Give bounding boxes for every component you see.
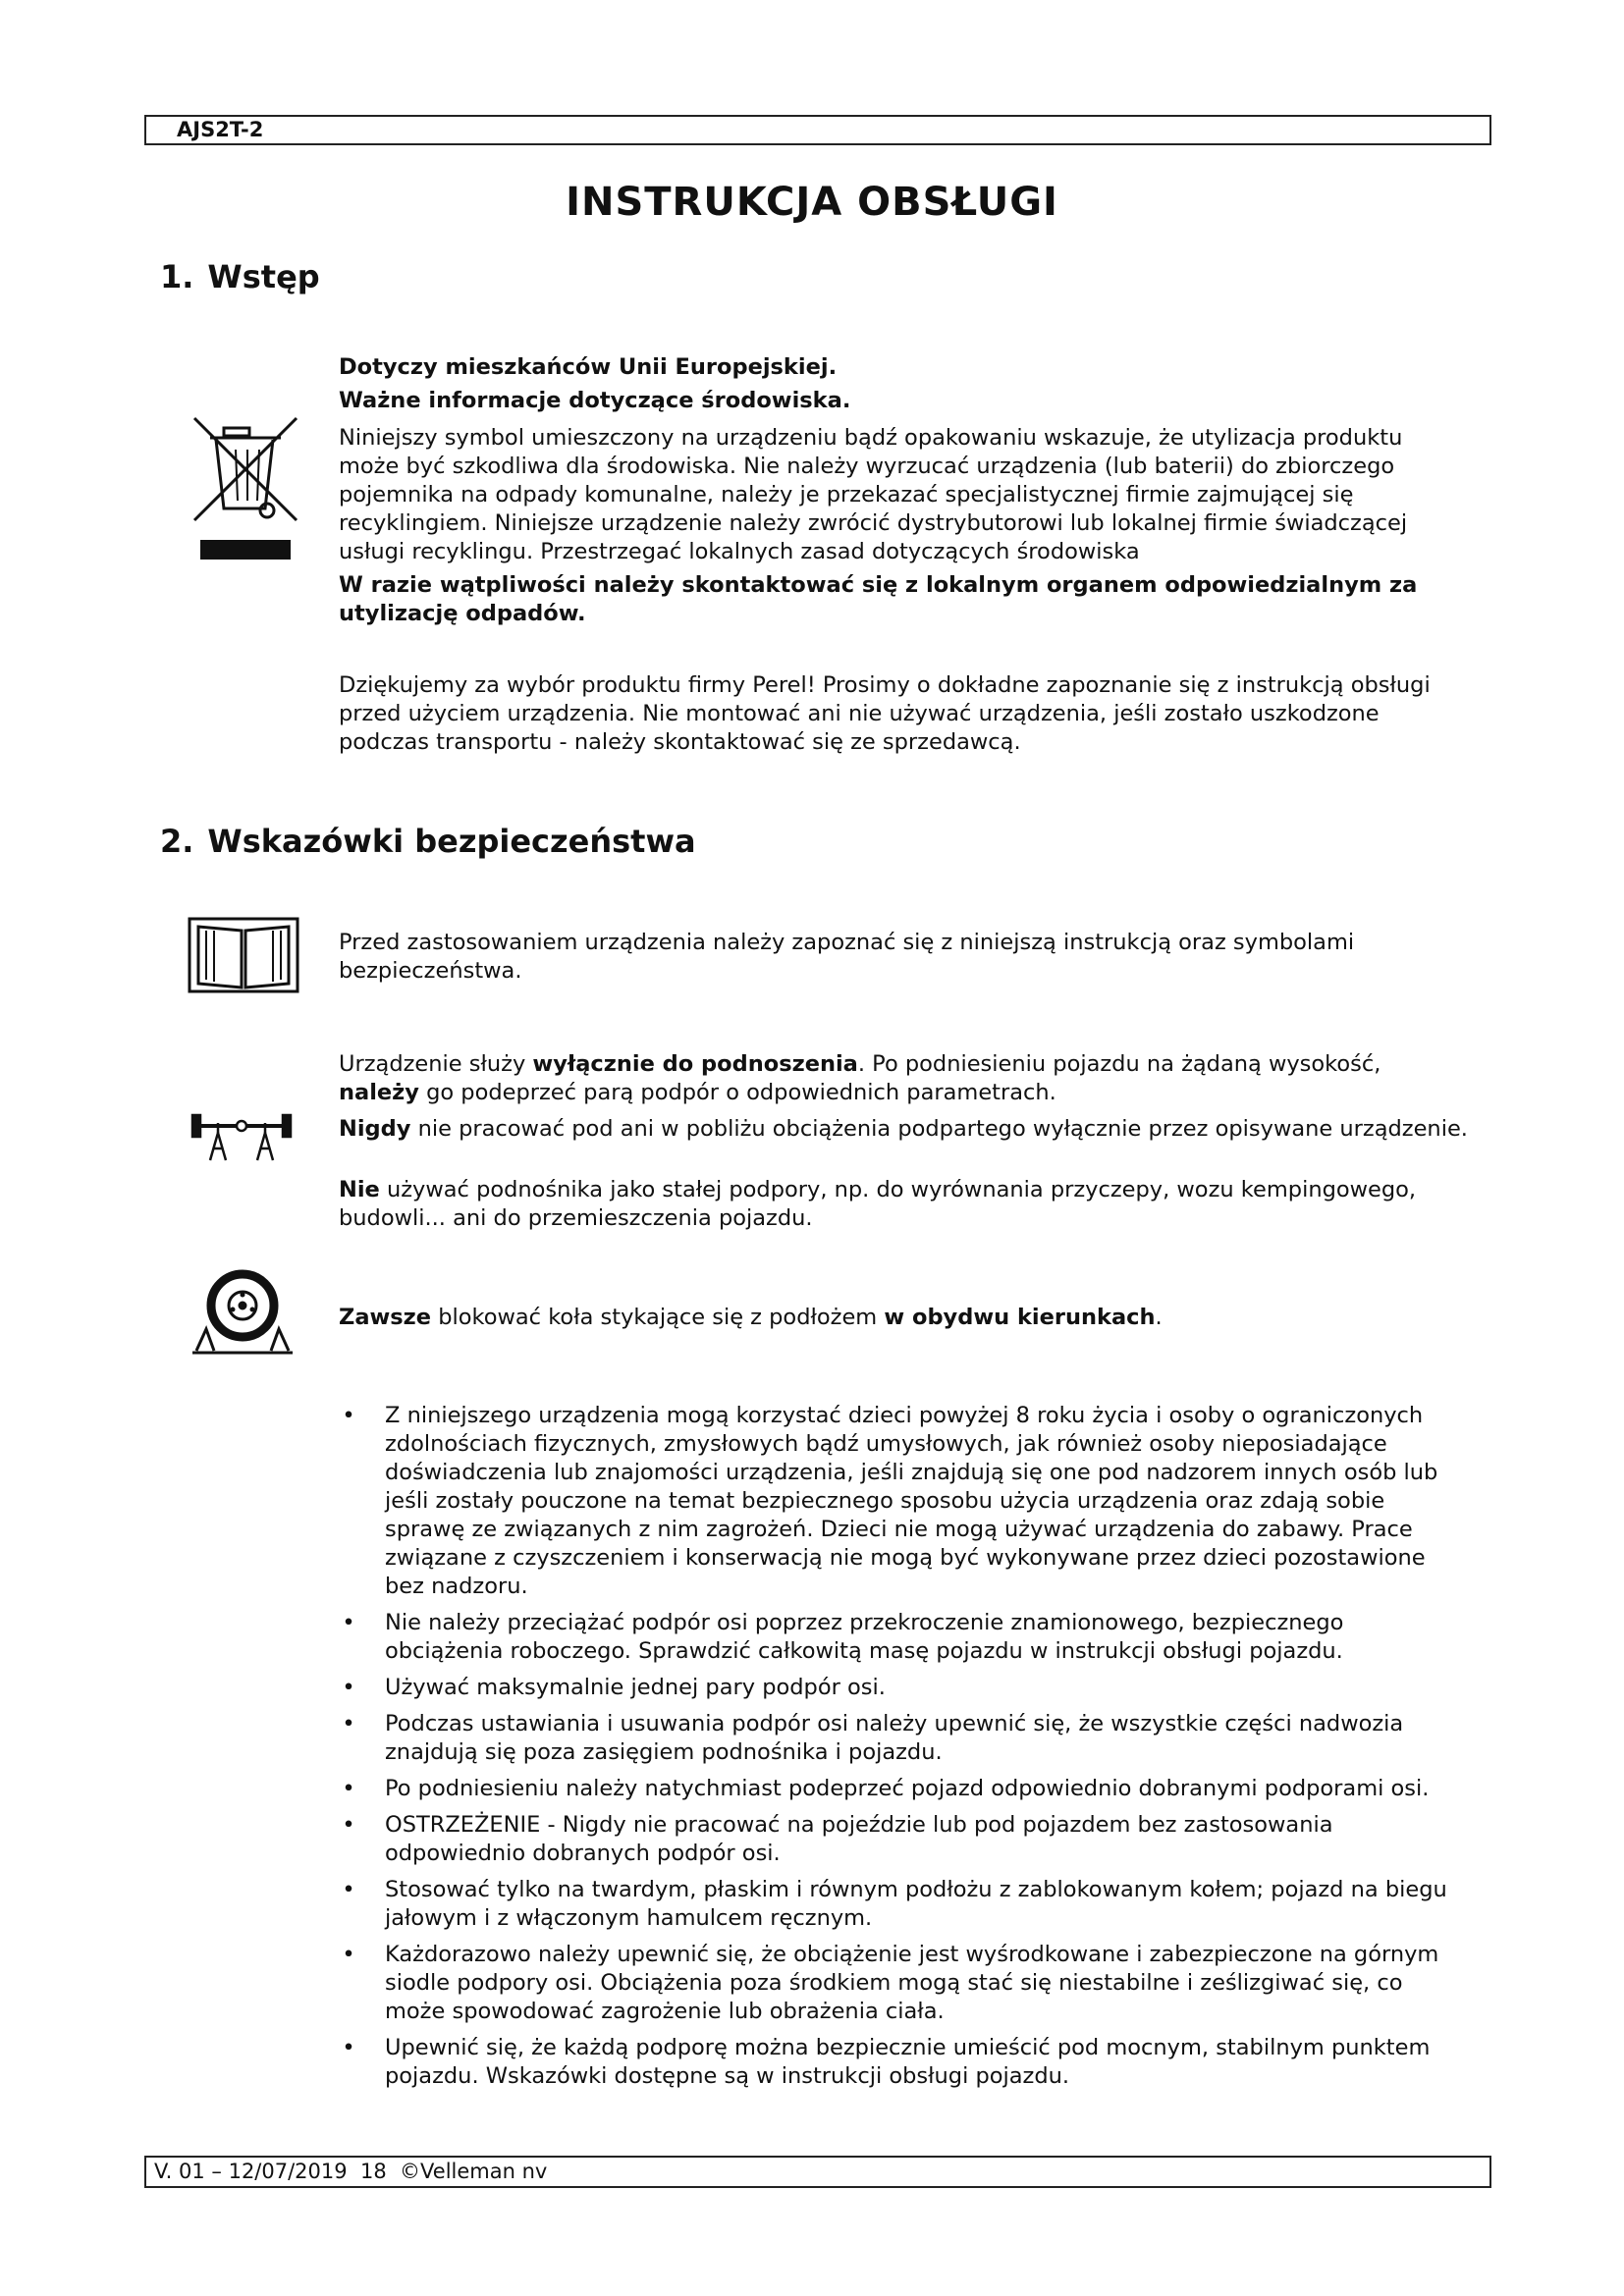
section-2-number: 2. xyxy=(160,823,194,860)
model-code: AJS2T-2 xyxy=(177,118,264,141)
section-1-number: 1. xyxy=(160,258,194,295)
read-manual-icon xyxy=(187,913,300,995)
eu-residents-heading: Dotyczy mieszkańców Unii Europejskiej. xyxy=(339,354,838,380)
list-item: • Nie należy przeciążać podpór osi poprzez przekroczenie znamionowego, bezpiecznego obciążenia roboczego. Sprawdzić całkowitą masę pojazdu w instrukcji obsługi pojazdu. xyxy=(339,1609,1468,1666)
footer-text: V. 01 – 12/07/2019 18 ©Velleman nv xyxy=(154,2160,548,2183)
list-item: • Upewnić się, że każdą podporę można bezpiecznie umieścić pod mocnym, stabilnym punktem pojazdu. Wskazówki dostępne są w instrukcji obsługi pojazdu. xyxy=(339,2034,1468,2091)
document-header xyxy=(144,115,1491,145)
bullet: • xyxy=(342,2035,355,2060)
lift-not-support-text: Nie używać podnośnika jako stałej podpory, np. do wyrównania przyczepy, wozu kempingowego, budowli... ani do przemieszczenia pojazdu. xyxy=(339,1177,1417,1231)
bullet: • xyxy=(342,1812,355,1838)
wheel-chock-text: Zawsze blokować koła stykające się z podłożem w obydwu kierunkach. xyxy=(339,1305,1163,1330)
axle-stands-icon xyxy=(189,1109,295,1164)
bullet: • xyxy=(342,1403,355,1428)
list-item: • Stosować tylko na twardym, płaskim i równym podłożu z zablokowanym kołem; pojazd na biegu jałowym i z włączonym hamulcem ręcznym. xyxy=(339,1876,1468,1933)
eu-contact-text: W razie wątpliwości należy skontaktować się z lokalnym organem odpowiedzialnym za utylizację odpadów. xyxy=(339,572,1418,626)
bullet: • xyxy=(342,1711,355,1736)
list-item: • Każdorazowo należy upewnić się, że obciążenie jest wyśrodkowane i zabezpieczone na górnym siodle podpory osi. Obciążenia poza środkiem mogą stać się niestabilne i ześlizgiwać się, co może spowodować zagrożenie lub obrażenia ciała. xyxy=(339,1941,1468,2026)
weee-bin-icon xyxy=(187,410,304,562)
eu-environment-heading: Ważne informacje dotyczące środowiska. xyxy=(339,388,851,413)
section-1-title: Wstęp xyxy=(207,258,320,295)
list-item: • Używać maksymalnie jednej pary podpór osi. xyxy=(339,1674,1468,1702)
page-title: INSTRUKCJA OBSŁUGI xyxy=(566,180,1058,225)
section-1-heading xyxy=(160,258,320,295)
document-footer xyxy=(144,2156,1491,2188)
bullet: • xyxy=(342,1776,355,1801)
lift-never-text: Nigdy nie pracować pod ani w pobliżu obciążenia podpartego wyłącznie przez opisywane urządzenie. xyxy=(339,1116,1468,1142)
bullet: • xyxy=(342,1877,355,1902)
list-item: • Podczas ustawiania i usuwania podpór osi należy upewnić się, że wszystkie części nadwozia znajdują się poza zasięgiem podnośnika i pojazdu. xyxy=(339,1710,1468,1767)
list-item: • Z niniejszego urządzenia mogą korzystać dzieci powyżej 8 roku życia i osoby o ograniczonych zdolnościach fizycznych, zmysłowych bądź umysłowych, jak również osoby nieposiadające doświadczenia lub znajomości urządzenia, jeśli znajdują się one pod nadzorem innych osób lub jeśli zostały pouczone na temat bezpiecznego sposobu użycia urządzenia oraz zdają sobie sprawę ze związanych z nim zagrożeń. Dzieci nie mogą używać urządzenia do zabawy. Prace związane z czyszczeniem i konserwacją nie mogą być wykonywane przez dzieci pozostawione bez nadzoru. xyxy=(339,1402,1468,1601)
eu-disposal-text: Niniejszy symbol umieszczony na urządzeniu bądź opakowaniu wskazuje, że utylizacja produktu może być szkodliwa dla środowiska. Nie należy wyrzucać urządzenia (lub baterii) do zbiorczego pojemnika na odpady komunalne, należy je przekazać specjalistycznej firmie zajmującej się recyklingiem. Niniejsze urządzenie należy zwrócić dystrybutorowi lub lokalnej firmie świadczącej usługi recyklingu. Przestrzegać lokalnych zasad dotyczących środowiska xyxy=(339,425,1408,564)
bullet: • xyxy=(342,1675,355,1700)
lift-usage-text: Urządzenie służy wyłącznie do podnoszenia. Po podniesieniu pojazdu na żądaną wysokość, należy go podeprzeć parą podpór o odpowiednich parametrach. xyxy=(339,1051,1381,1105)
section-2-title: Wskazówki bezpieczeństwa xyxy=(207,823,696,860)
section-2-heading xyxy=(160,823,696,860)
wheel-chock-icon xyxy=(192,1266,293,1357)
read-manual-text: Przed zastosowaniem urządzenia należy zapoznać się z niniejszą instrukcją oraz symbolami bezpieczeństwa. xyxy=(339,930,1355,984)
list-item: • Po podniesieniu należy natychmiast podeprzeć pojazd odpowiednio dobranymi podporami osi. xyxy=(339,1775,1468,1803)
thanks-text: Dziękujemy za wybór produktu firmy Perel! Prosimy o dokładne zapoznanie się z instrukcją obsługi przed użyciem urządzenia. Nie montować ani nie używać urządzenia, jeśli zostało uszkodzone podczas transportu - należy skontaktować się ze sprzedawcą. xyxy=(339,672,1431,755)
bullet: • xyxy=(342,1942,355,1967)
bullet: • xyxy=(342,1610,355,1635)
safety-bullet-list xyxy=(339,1402,1468,2099)
list-item: • OSTRZEŻENIE - Nigdy nie pracować na pojeździe lub pod pojazdem bez zastosowania odpowiednio dobranych podpór osi. xyxy=(339,1811,1468,1868)
